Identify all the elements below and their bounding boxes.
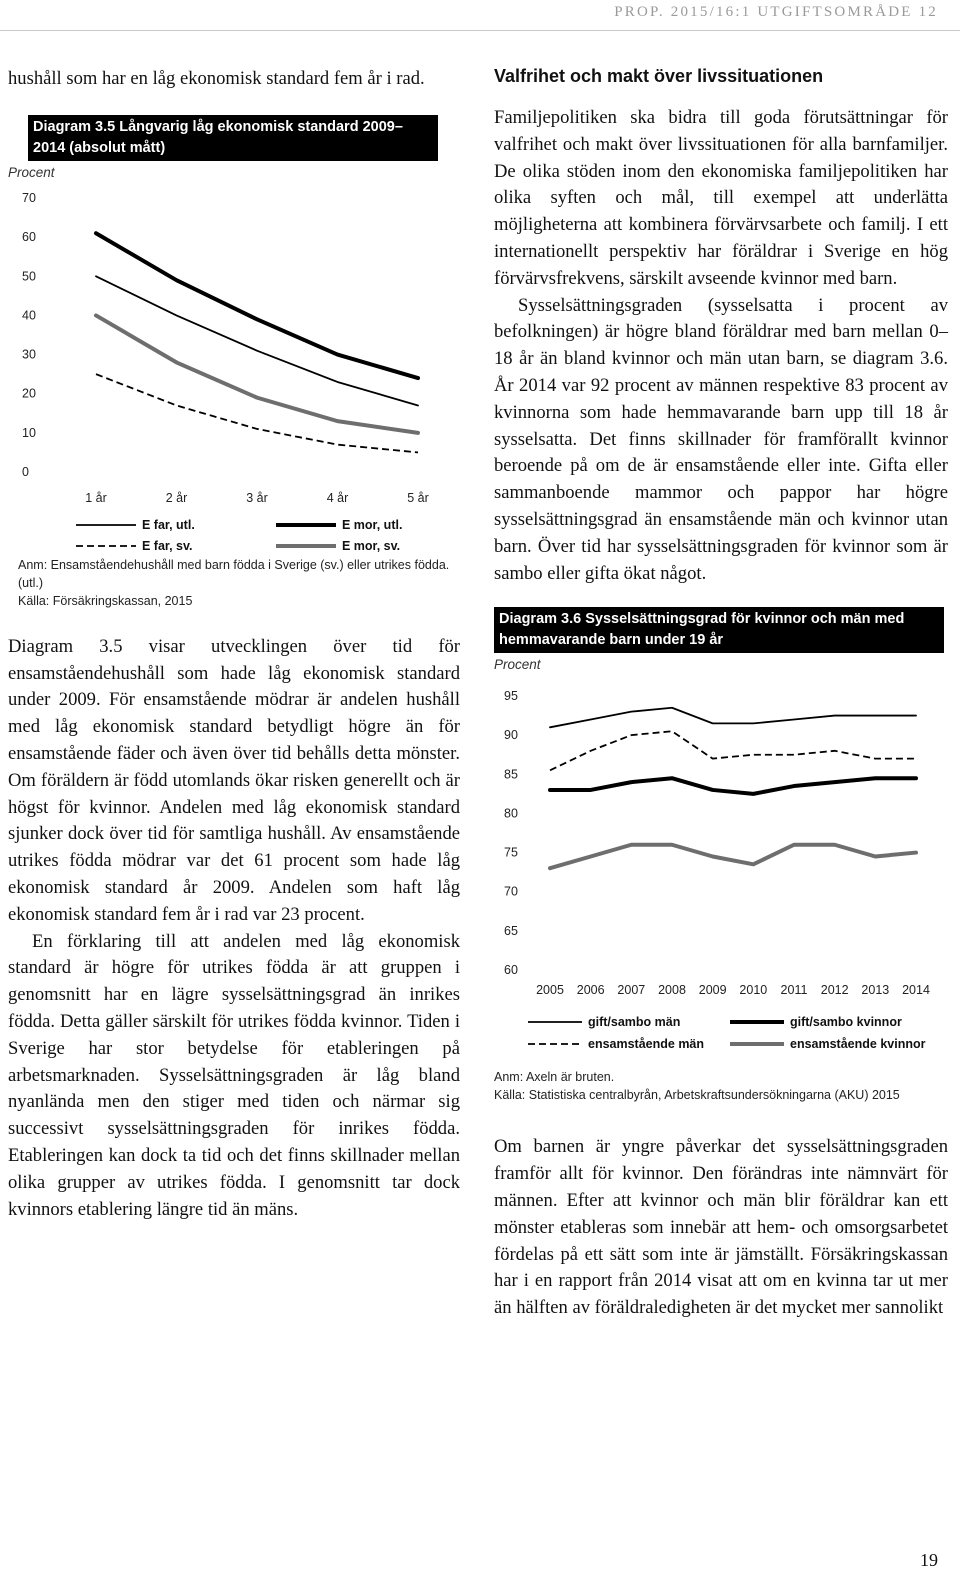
running-header: PROP. 2015/16:1 UTGIFTSOMRÅDE 12 xyxy=(614,4,938,20)
chart-3-5-ytick-label: 40 xyxy=(22,308,36,323)
diagram-3-6-caption-line1: Diagram 3.6 Sysselsättningsgrad för kvinnor och män med xyxy=(499,611,905,628)
chart-3-5-ytick-label: 20 xyxy=(22,386,36,401)
chart-3-6-legend-label: ensamstående kvinnor xyxy=(790,1037,926,1052)
chart-3-6-ytick-label: 80 xyxy=(504,806,518,821)
chart-3-6-xtick-label: 2008 xyxy=(658,983,686,998)
chart-3-6-legend-label: gift/sambo män xyxy=(588,1015,681,1030)
chart-3-5-legend-label: E mor, sv. xyxy=(342,538,401,553)
diagram-3-6 xyxy=(494,607,948,1104)
chart-3-6-xtick-label: 2009 xyxy=(698,983,727,998)
chart-3-5-ytick-label: 30 xyxy=(22,347,36,362)
left-paragraph-1: Diagram 3.5 visar utvecklingen över tid för ensamståendehushåll som hade låg ekonomisk standard under 2009. För ensamstående mödrar är andelen hushåll med låg ekonomisk standard betydligt högre än för ensamstående fäder och även över tid behålls detta mönster. Om föräldern är född utomlands ökar risken generellt och är högst för kvinnor. Andelen med låg ekonomisk standard sjunker dock över tid för samtliga hushåll. Av ensamstående utrikes födda mödrar var det 61 procent som hade låg ekonomisk standard år 2009. Andelen som haft låg ekonomisk standard fem år i rad var 23 procent. xyxy=(8,635,460,925)
chart-3-5-ytick-label: 0 xyxy=(22,464,29,479)
left-paragraph-2: En förklaring till att andelen med låg ekonomisk standard är högre för utrikes födda är att gruppen i genomsnitt har en lägre sysselsättningsgrad än inrikes födda. Detta gäller särskilt för utrikes födda kvinnor. Tiden i Sverige har stor betydelse för etableringen på arbetsmarknaden. Sysselsättningsgraden är låg bland nyanlända men den stiger med tiden och närmar sig successivt sysselsättningsgraden för inrikes födda. Etableringen kan dock ta tid och det finns skillnader mellan olika grupper av utrikes födda. I genomsnitt tar dock kvinnors etablering längre tid än mäns. xyxy=(8,930,460,1220)
diagram-3-5-unit: Procent xyxy=(8,164,55,180)
chart-3-5 xyxy=(8,180,460,556)
chart-3-6-ytick-label: 90 xyxy=(504,728,518,743)
diagram-3-5-caption-line1: Diagram 3.5 Långvarig låg ekonomisk standard 2009– xyxy=(33,118,403,135)
chart-3-6-ytick-label: 95 xyxy=(504,689,518,704)
chart-3-6-ytick-label: 60 xyxy=(504,963,518,978)
chart-3-6-xtick-label: 2006 xyxy=(576,983,605,998)
chart-3-6-xtick-label: 2013 xyxy=(861,983,890,998)
chart-3-6-xtick-label: 2011 xyxy=(780,983,808,998)
right-paragraph-3: Om barnen är yngre påverkar det sysselsättningsgraden framför allt för kvinnor. Den förändras inte nämnvärt för männen. Efter att kvinnor och män blir föräldrar kan ett mönster etableras som innebär att hem- och omsorgsarbetet fördelas på ett sätt som inte är jämställt. Försäkringskassan har i en rapport från 2014 visat att om en kvinna tar ut mer än hälften av föräldraledigheten är det mycket mer sannolikt xyxy=(494,1136,948,1319)
chart-3-6 xyxy=(494,672,948,1064)
diagram-3-6-caption-line2: hemmavarande barn under 19 år xyxy=(499,632,724,649)
diagram-3-6-note: Anm: Axeln är bruten. xyxy=(494,1070,615,1085)
intro-text: hushåll som har en låg ekonomisk standard fem år i rad. xyxy=(8,68,425,89)
diagram-3-5-source: Källa: Försäkringskassan, 2015 xyxy=(18,593,193,608)
left-column xyxy=(8,66,460,1223)
chart-3-5-legend-label: E far, sv. xyxy=(142,538,193,553)
chart-3-5-series-line xyxy=(96,233,418,378)
diagram-3-6-unit: Procent xyxy=(494,657,541,673)
chart-3-5-xtick-label: 2 år xyxy=(165,490,188,505)
chart-3-5-ytick-label: 70 xyxy=(22,190,36,205)
chart-3-6-series-line xyxy=(550,779,916,795)
chart-3-5-series-line xyxy=(96,315,418,432)
diagram-3-6-caption xyxy=(494,607,944,653)
diagram-3-5-caption xyxy=(28,115,438,161)
chart-3-5-xtick-label: 3 år xyxy=(246,490,268,505)
chart-3-5-xtick-label: 4 år xyxy=(326,490,349,505)
section-heading: Valfrihet och makt över livssituationen xyxy=(494,66,824,86)
diagram-3-5-caption-line2: 2014 (absolut mått) xyxy=(33,139,166,156)
chart-3-6-ytick-label: 70 xyxy=(504,885,518,900)
chart-3-5-series-line xyxy=(96,374,418,452)
chart-3-6-xtick-label: 2005 xyxy=(536,983,564,998)
chart-3-6-legend-label: ensamstående män xyxy=(588,1037,705,1052)
right-paragraph-2: Sysselsättningsgraden (sysselsatta i procent av befolkningen) är högre bland föräldrar med barn mellan 0–18 år än bland kvinnor och män utan barn, se diagram 3.6. År 2014 var 92 procent av männen respektive 83 procent av kvinnorna som hade hemmavarande barn upp till 18 år sysselsatta. Det finns skillnader för framförallt kvinnor beroende på om de är ensamstående eller inte. Gifta eller sammanboende mammor och pappor har högre sysselsättningsgrad än ensamstående män och kvinnor utan barn. Över tid har sysselsättningsgraden för kvinnor som är sambo eller gifta ökat något. xyxy=(494,294,948,584)
chart-3-5-ytick-label: 60 xyxy=(22,229,36,244)
diagram-3-5 xyxy=(8,115,460,610)
chart-3-5-legend-label: E mor, utl. xyxy=(342,517,403,532)
chart-3-5-series-line xyxy=(96,276,418,405)
chart-3-6-legend-label: gift/sambo kvinnor xyxy=(790,1015,902,1030)
chart-3-6-xtick-label: 2012 xyxy=(820,983,849,998)
diagram-3-6-source: Källa: Statistiska centralbyrån, Arbetskraftsundersökningarna (AKU) 2015 xyxy=(494,1088,900,1103)
chart-3-6-ytick-label: 65 xyxy=(504,924,518,939)
page-number: 19 xyxy=(920,1550,938,1570)
chart-3-5-legend-label: E far, utl. xyxy=(142,517,195,532)
chart-3-5-ytick-label: 10 xyxy=(22,425,36,440)
chart-3-6-xtick-label: 2010 xyxy=(739,983,768,998)
diagram-3-5-note: Anm: Ensamståendehushåll med barn födda i Sverige (sv.) eller utrikes födda. (utl.) xyxy=(18,557,450,590)
chart-3-5-xtick-label: 1 år xyxy=(85,490,107,505)
right-paragraph-1: Familjepolitiken ska bidra till goda förutsättningar för valfrihet och makt över livssituationen för alla barnfamiljer. De olika stöden inom den ekonomiska familjepolitiken har olika syften och mål, till exempel att underlätta möjligheterna att kombinera förvärvsarbete och familj. I ett internationellt perspektiv har föräldrar i Sverige en hög förvärvsfrekvens, särskilt avseende kvinnor med barn. xyxy=(494,107,948,289)
chart-3-5-xtick-label: 5 år xyxy=(407,490,429,505)
chart-3-5-ytick-label: 50 xyxy=(22,269,36,284)
chart-3-6-ytick-label: 75 xyxy=(504,845,518,860)
chart-3-6-xtick-label: 2014 xyxy=(902,983,930,998)
chart-3-6-series-line xyxy=(550,845,916,868)
chart-3-6-series-line xyxy=(550,708,916,728)
right-column xyxy=(494,66,948,1322)
chart-3-6-ytick-label: 85 xyxy=(504,767,518,782)
chart-3-6-series-line xyxy=(550,732,916,771)
header-rule xyxy=(0,30,960,31)
chart-3-6-xtick-label: 2007 xyxy=(617,983,646,998)
